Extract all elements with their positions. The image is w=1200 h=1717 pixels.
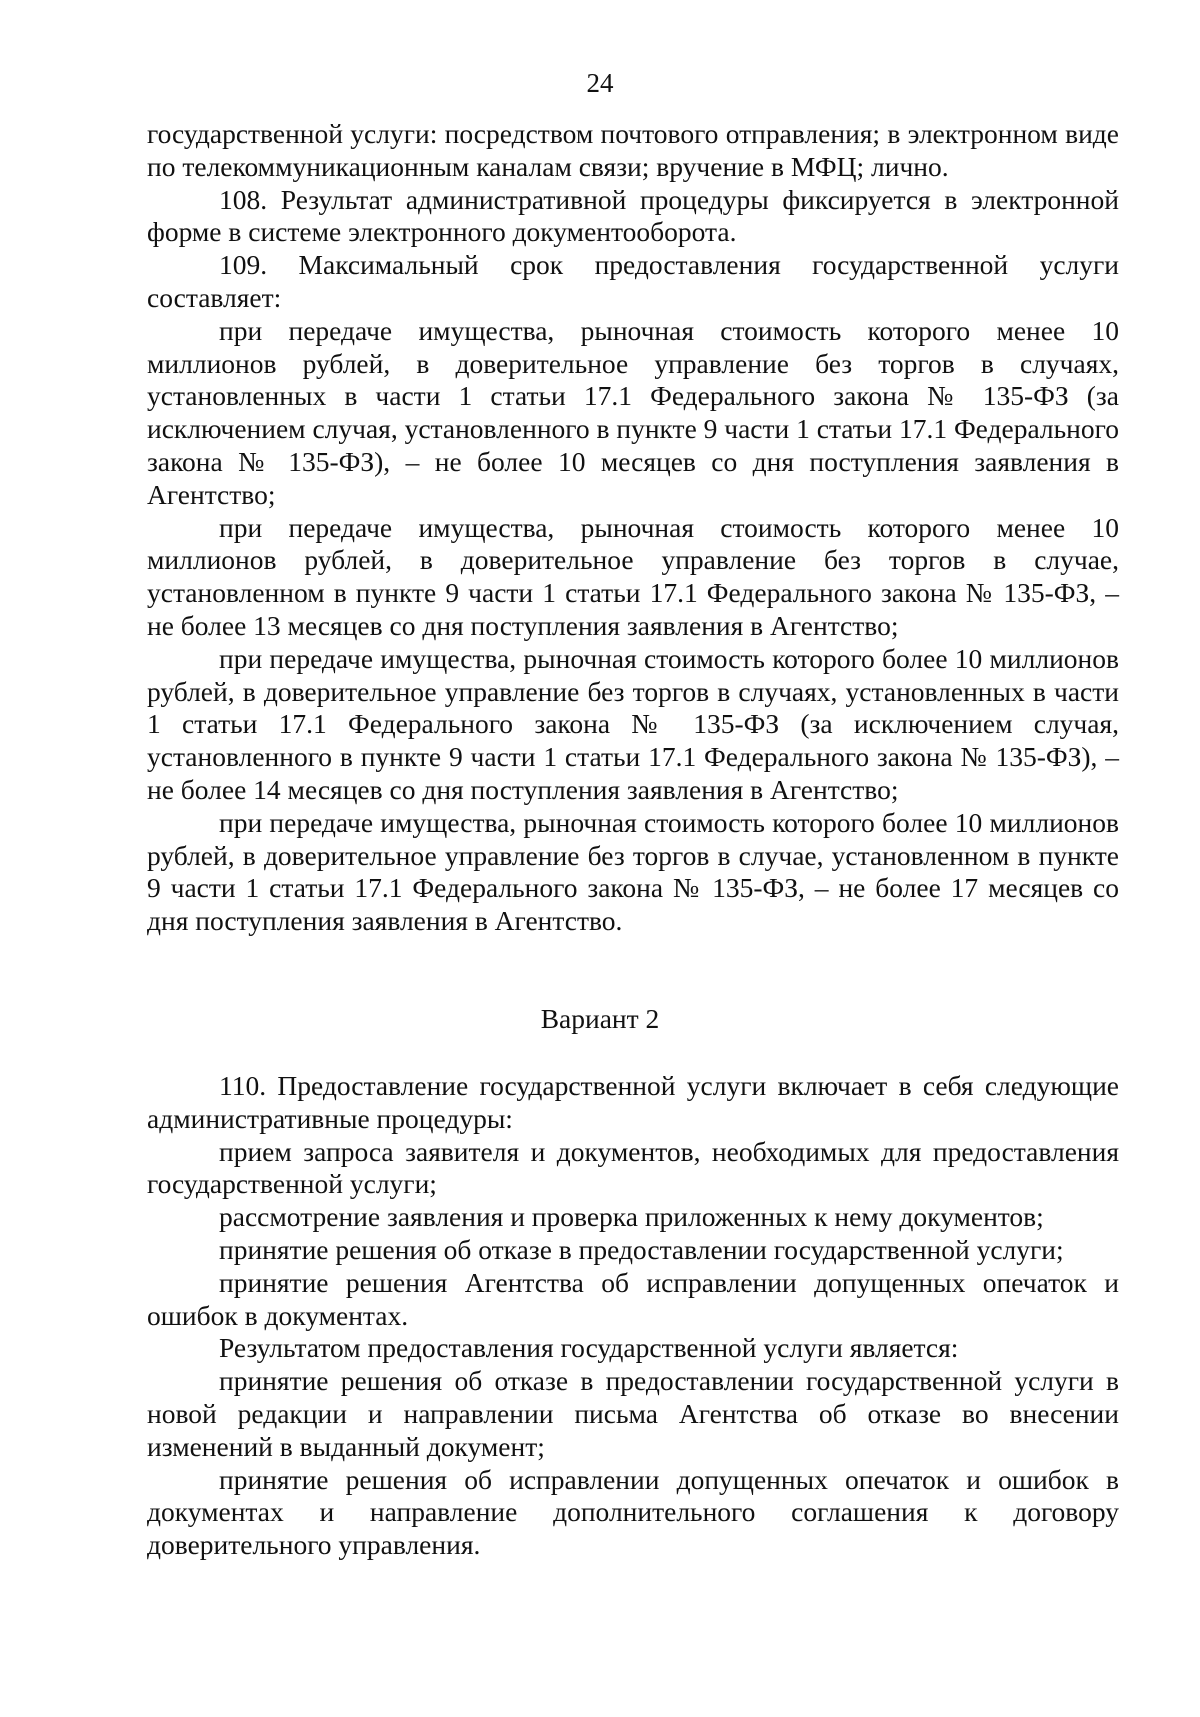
section-1-body	[147, 118, 1119, 938]
paragraph-result-item-2: принятие решения об исправлении допущенных опечаток и ошибок в документах и направление дополнительного соглашения к договору доверительного управления.	[147, 1463, 1119, 1561]
paragraph-110: 110. Предоставление государственной услуги включает в себя следующие административные процедуры:	[147, 1070, 1119, 1134]
paragraph-result-intro: Результатом предоставления государственной услуги является:	[219, 1332, 959, 1364]
paragraph-108: 108. Результат административной процедуры фиксируется в электронной форме в системе электронного документооборота.	[147, 183, 1119, 248]
section-2-body	[147, 1070, 1119, 1562]
paragraph-109-item-4: при передаче имущества, рыночная стоимость которого более 10 миллионов рублей, в доверительное управление без торгов в случае, установленном в пункте 9 части 1 статьи 17.1 Федерального закона № 135-ФЗ, – не более 17 месяцев со дня поступления заявления в Агентство.	[147, 806, 1119, 937]
paragraph-110-item-1: прием запроса заявителя и документов, необходимых для предоставления государственной услуги;	[147, 1135, 1119, 1200]
paragraph-110-item-4: принятие решения Агентства об исправлении допущенных опечаток и ошибок в документах.	[147, 1266, 1119, 1331]
paragraph-result-item-1: принятие решения об отказе в предоставлении государственной услуги в новой редакции и направлении письма Агентства об отказе во внесении изменений в выданный документ;	[147, 1365, 1119, 1462]
page-number: 24	[586, 68, 614, 98]
paragraph-110-item-3: принятие решения об отказе в предоставлении государственной услуги;	[219, 1233, 1064, 1265]
paragraph-109-item-3: при передаче имущества, рыночная стоимость которого более 10 миллионов рублей, в доверительное управление без торгов в случаях, установленных в части 1 статьи 17.1 Федерального закона № 135-ФЗ (за исключением случая, установленного в пункте 9 части 1 статьи 17.1 Федерального закона № 135-ФЗ), – не более 14 месяцев со дня поступления заявления в Агентство;	[147, 642, 1119, 805]
paragraph-110-item-2: рассмотрение заявления и проверка приложенных к нему документов;	[219, 1201, 1044, 1233]
section-heading: Вариант 2	[540, 1003, 660, 1034]
paragraph-109: 109. Максимальный срок предоставления государственной услуги составляет:	[147, 249, 1119, 313]
paragraph-109-item-2: при передаче имущества, рыночная стоимость которого менее 10 миллионов рублей, в доверительное управление без торгов в случае, установленном в пункте 9 части 1 статьи 17.1 Федерального закона № 135-ФЗ, – не более 13 месяцев со дня поступления заявления в Агентство;	[147, 511, 1119, 641]
paragraph-109-item-1: при передаче имущества, рыночная стоимость которого менее 10 миллионов рублей, в доверительное управление без торгов в случаях, установленных в части 1 статьи 17.1 Федерального закона № 135-ФЗ (за исключением случая, установленного в пункте 9 части 1 статьи 17.1 Федерального закона № 135-ФЗ), – не более 10 месяцев со дня поступления заявления в Агентство;	[147, 314, 1119, 510]
paragraph-continuation: государственной услуги: посредством почтового отправления; в электронном виде по телекоммуникационным каналам связи; вручение в МФЦ; лично.	[147, 118, 1119, 182]
